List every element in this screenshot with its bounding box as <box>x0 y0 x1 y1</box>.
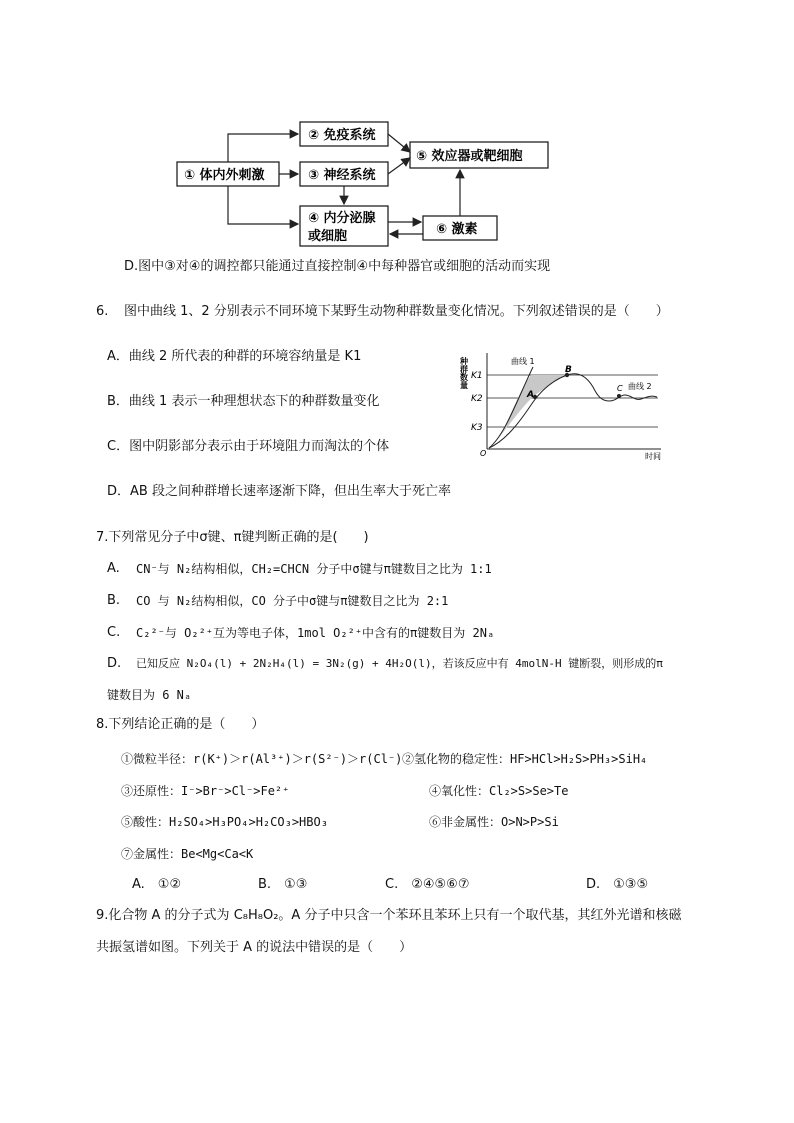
q8-stem: 8.下列结论正确的是（ ） <box>96 717 265 732</box>
q6-option-b: B．曲线 1 表示一种理想状态下的种群数量变化 <box>107 394 380 409</box>
node-stimulus: ① 体内外刺激 <box>184 168 265 183</box>
q6-option-c: C．图中阴影部分表示由于环境阻力而淘汰的个体 <box>107 439 390 454</box>
node-endocrine-line1: ④ 内分泌腺 <box>308 211 376 226</box>
point-a-label: A <box>527 390 534 400</box>
q7-a-letter: A. <box>107 561 120 576</box>
q7-d-letter: D. <box>107 656 122 671</box>
q7-stem: 7.下列常见分子中σ键、π键判断正确的是( ) <box>96 530 369 545</box>
q8-statement-1: ①微粒半径：r(K⁺)＞r(Al³⁺)＞r(S²⁻)＞r(Cl⁻) <box>121 752 403 766</box>
curve-1-label: 曲线 1 <box>511 357 535 366</box>
q6-stem: 图中曲线 1、2 分别表示不同环境下某野生动物种群数量变化情况。下列叙述错误的是（ ） <box>124 304 669 319</box>
q7-option-a: CN⁻与 N₂结构相似，CH₂=CHCN 分子中σ键与π键数目之比为 1:1 <box>136 562 492 576</box>
node-immune: ② 免疫系统 <box>308 128 376 143</box>
q8-choice-a: A. ①② <box>132 877 182 892</box>
q8-statement-5: ⑤酸性：H₂SO₄>H₃PO₄>H₂CO₃>HBO₃ <box>121 815 328 829</box>
curve-1 <box>489 367 533 448</box>
graph-y-label: 种群数量 <box>459 357 469 389</box>
q7-c-letter: C. <box>107 625 121 640</box>
q7-option-b: CO 与 N₂结构相似，CO 分子中σ键与π键数目之比为 2:1 <box>136 594 449 608</box>
q8-statement-4: ④氧化性：Cl₂>S>Se>Te <box>429 784 569 798</box>
q8-choice-c: C. ②④⑤⑥⑦ <box>385 877 470 892</box>
q5-option-d: D.图中③对④的调控都只能通过直接控制④中每种器官或细胞的活动而实现 <box>124 259 551 274</box>
q8-statement-2: ②氢化物的稳定性：HF>HCl>H₂S>PH₃>SiH₄ <box>402 752 648 766</box>
q6-number: 6. <box>96 304 109 319</box>
q8-statement-6: ⑥非金属性：O>N>P>Si <box>429 815 559 829</box>
q9-stem-line2: 共振氢谱如图。下列关于 A 的说法中错误的是（ ） <box>96 940 413 955</box>
point-b-label: B <box>565 365 572 375</box>
point-c-label: C <box>617 384 623 393</box>
q8-statement-3: ③还原性：I⁻>Br⁻>Cl⁻>Fe²⁺ <box>121 784 290 798</box>
curve-2-label: 曲线 2 <box>628 382 652 391</box>
q8-statement-7: ⑦金属性：Be<Mg<Ca<K <box>121 847 254 861</box>
q6-option-a: A．曲线 2 所代表的种群的环境容纳量是 K1 <box>107 349 362 364</box>
q7-option-d-cont: 键数目为 6 Nₐ <box>107 688 192 702</box>
point-c <box>617 394 621 398</box>
node-endocrine-line2: 或细胞 <box>308 229 348 244</box>
graph-x-label: 时间 <box>645 452 661 461</box>
q9-stem-line1: 9.化合物 A 的分子式为 C₈H₈O₂。A 分子中只含一个苯环且苯环上只有一个取代基，其红外光谱和核磁 <box>96 908 682 923</box>
k2-label: K2 <box>471 394 483 404</box>
node-nervous: ③ 神经系统 <box>308 168 376 183</box>
q6-option-d: D．AB 段之间种群增长速率逐渐下降，但出生率大于死亡率 <box>107 484 451 499</box>
origin-label: O <box>480 449 487 458</box>
k1-label: K1 <box>471 371 483 381</box>
shaded-resistance-area <box>493 375 565 445</box>
population-growth-graph <box>455 345 670 465</box>
k3-label: K3 <box>471 423 483 433</box>
node-effector: ⑤ 效应器或靶细胞 <box>416 149 523 164</box>
q8-choice-d: D. ①③⑤ <box>586 877 649 892</box>
q7-option-c: C₂²⁻与 O₂²⁺互为等电子体，1mol O₂²⁺中含有的π键数目为 2Nₐ <box>136 626 495 640</box>
q8-choice-b: B. ①③ <box>258 877 308 892</box>
node-hormone: ⑥ 激素 <box>436 222 478 237</box>
regulation-flowchart <box>170 118 570 250</box>
q7-b-letter: B. <box>107 593 121 608</box>
q7-option-d: 已知反应 N₂O₄(l) + 2N₂H₄(l) = 3N₂(g) + 4H₂O(l)，若该反应中有 4molN-H 键断裂，则形成的π <box>136 657 663 670</box>
